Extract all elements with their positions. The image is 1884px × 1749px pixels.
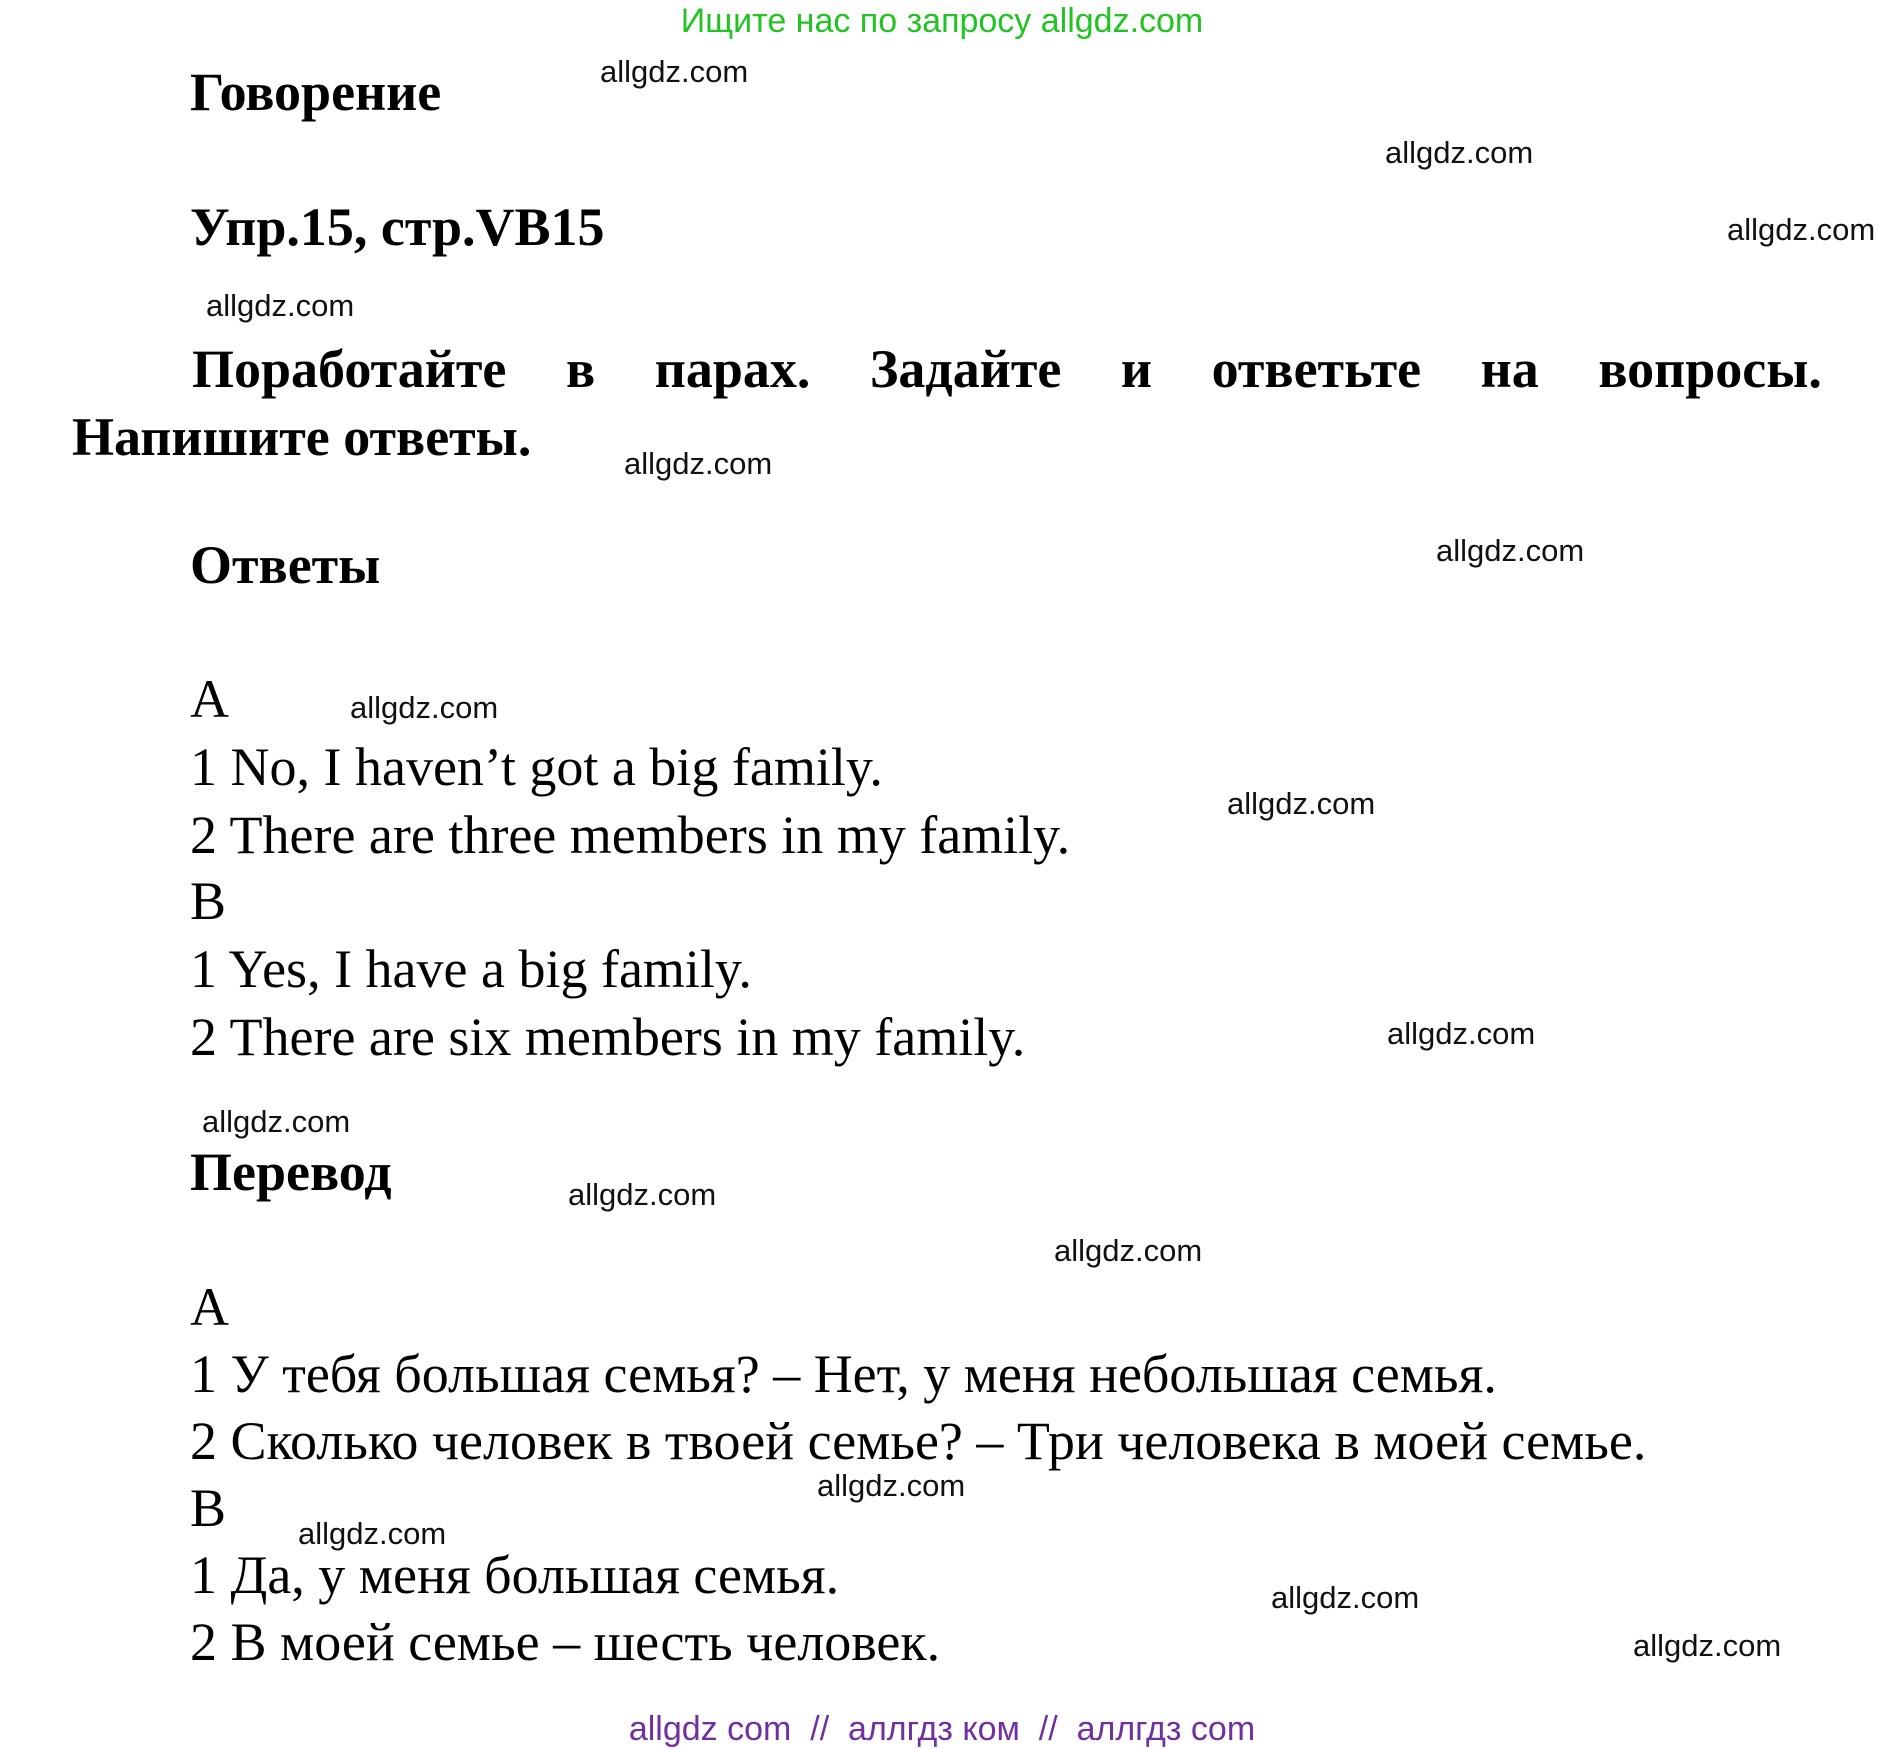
task-word: в: [565, 339, 596, 399]
section-title: Говорение: [190, 62, 442, 122]
watermark: allgdz.com: [1436, 533, 1585, 568]
watermark: allgdz.com: [817, 1468, 966, 1503]
watermark: allgdz.com: [1633, 1628, 1782, 1663]
task-word: на: [1480, 339, 1539, 399]
watermark: allgdz.com: [568, 1177, 717, 1212]
watermark: allgdz.com: [624, 446, 773, 481]
watermark: allgdz.com: [1387, 1016, 1536, 1051]
top-banner: Ищите нас по запросу allgdz.com: [680, 2, 1204, 40]
answers-title: Ответы: [190, 535, 381, 595]
answers-b1: 1 Yes, I have a big family.: [190, 939, 752, 999]
translation-a1: 1 У тебя большая семья? – Нет, у меня небольшая семья.: [190, 1344, 1497, 1404]
footer-links: allgdz com // аллгдз ком // аллгдз com: [628, 1710, 1256, 1748]
answers-a-label: A: [190, 669, 229, 729]
task-word: Задайте: [869, 339, 1062, 399]
translation-title: Перевод: [190, 1142, 392, 1202]
watermark: allgdz.com: [1271, 1580, 1420, 1615]
watermark: allgdz.com: [202, 1104, 351, 1139]
task-word: ответьте: [1211, 339, 1422, 399]
watermark: allgdz.com: [350, 690, 499, 725]
task-word: Поработайте: [192, 339, 507, 399]
answers-b-label: B: [190, 871, 227, 931]
watermark: allgdz.com: [1227, 786, 1376, 821]
watermark: allgdz.com: [1054, 1233, 1203, 1268]
task-word: и: [1120, 339, 1153, 399]
watermark: allgdz.com: [1727, 212, 1876, 247]
translation-b-label: B: [190, 1478, 227, 1538]
task-paragraph: [72, 335, 1822, 471]
translation-a-label: A: [190, 1277, 229, 1337]
answers-b2: 2 There are six members in my family.: [190, 1007, 1026, 1067]
task-word: вопросы.: [1598, 339, 1822, 399]
task-line-2: Напишите ответы.: [72, 407, 532, 467]
watermark: allgdz.com: [206, 288, 355, 323]
task-word: парах.: [654, 339, 811, 399]
answers-a1: 1 No, I haven’t got a big family.: [190, 737, 883, 797]
task-line-1: [72, 335, 1822, 403]
exercise-title: Упр.15, стр.VB15: [190, 197, 605, 257]
watermark: allgdz.com: [1385, 135, 1534, 170]
translation-a2: 2 Сколько человек в твоей семье? – Три человека в моей семье.: [190, 1411, 1647, 1471]
answers-a2: 2 There are three members in my family.: [190, 805, 1071, 865]
translation-b2: 2 В моей семье – шесть человек.: [190, 1612, 941, 1672]
translation-b1: 1 Да, у меня большая семья.: [190, 1545, 840, 1605]
watermark: allgdz.com: [600, 54, 749, 89]
watermark: allgdz.com: [298, 1516, 447, 1551]
